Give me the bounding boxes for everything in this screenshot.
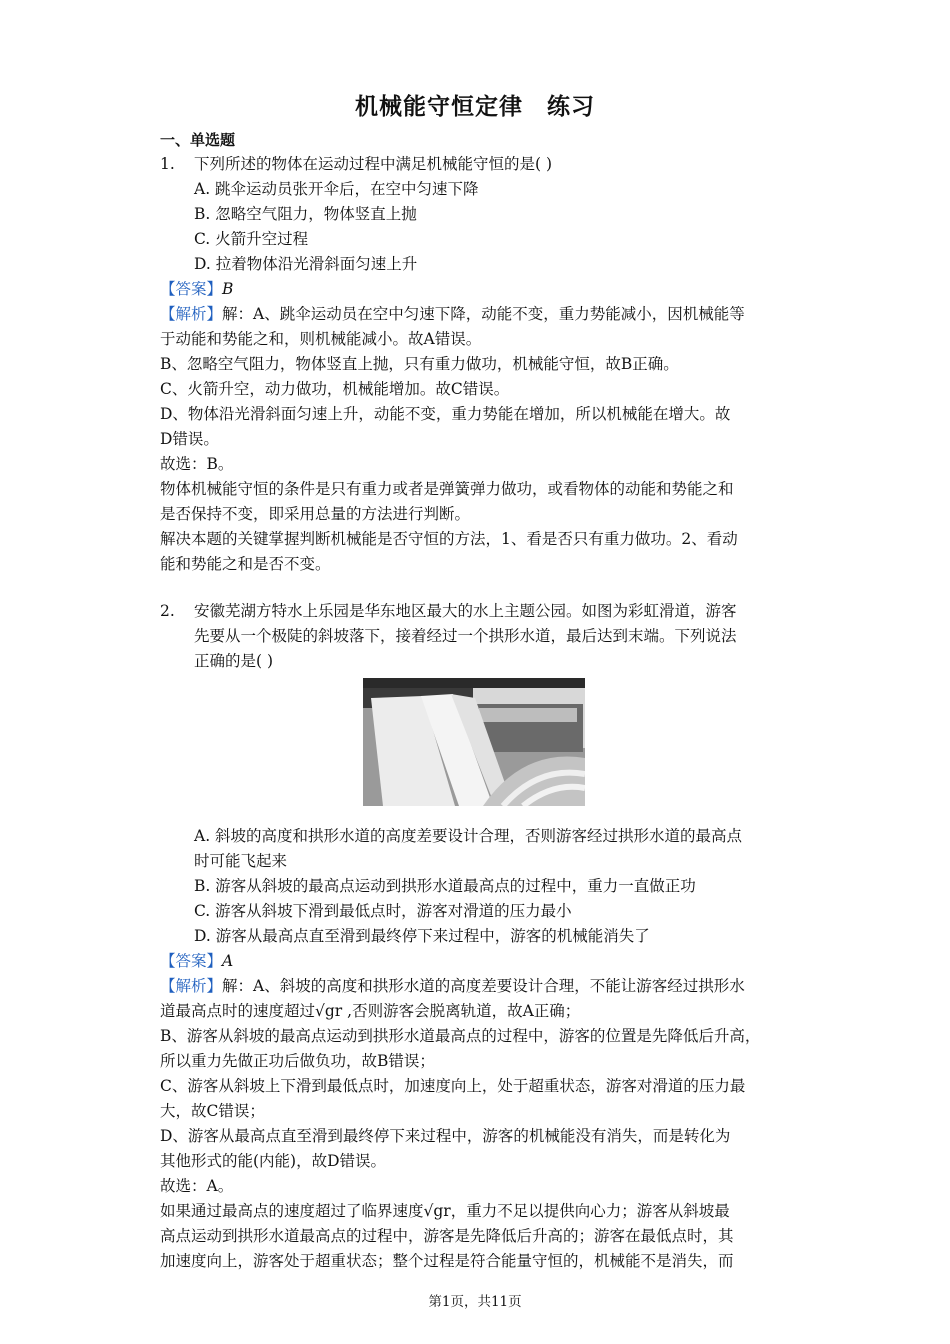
question-2-stem: 安徽芜湖方特水上乐园是华东地区最大的水上主题公园。如图为彩虹滑道，游客 [194, 602, 737, 620]
answer-tag: 【答案】 [160, 952, 223, 970]
question-1-number: 1. [160, 155, 175, 173]
question-2-option-a-cont: 时可能飞起来 [194, 852, 288, 870]
question-1-analysis-line: 能和势能之和是否不变。 [160, 555, 331, 573]
question-2-option-a: A. 斜坡的高度和拱形水道的高度差要设计合理，否则游客经过拱形水道的最高点 [194, 827, 743, 845]
question-1-answer [160, 279, 233, 299]
question-1-option-c: C. 火箭升空过程 [194, 230, 309, 248]
question-1-analysis-line: 物体机械能守恒的条件是只有重力或者是弹簧弹力做功，或看物体的动能和势能之和 [160, 480, 734, 498]
analysis-tag: 【解析】 [160, 977, 223, 995]
page-title: 机械能守恒定律 练习 [355, 94, 595, 120]
question-2-option-c: C. 游客从斜坡下滑到最低点时，游客对滑道的压力最小 [194, 902, 572, 920]
question-2-option-b: B. 游客从斜坡的最高点运动到拱形水道最高点的过程中，重力一直做正功 [194, 877, 696, 895]
question-1-option-b: B. 忽略空气阻力，物体竖直上抛 [194, 205, 417, 223]
question-2-analysis-line: B、游客从斜坡的最高点运动到拱形水道最高点的过程中，游客的位置是先降低后升高， [160, 1027, 761, 1045]
answer-value: A [222, 952, 234, 970]
water-slide-photo [363, 678, 585, 806]
question-1-analysis-line: B、忽略空气阻力，物体竖直上抛，只有重力做功，机械能守恒，故B正确。 [160, 355, 679, 373]
answer-value: B [222, 280, 234, 298]
question-1-analysis-line: D错误。 [160, 430, 219, 448]
question-2-analysis-line: 如果通过最高点的速度超过了临界速度√gr，重力不足以提供向心力；游客从斜坡最 [160, 1202, 730, 1220]
question-1-stem: 下列所述的物体在运动过程中满足机械能守恒的是( ) [194, 155, 553, 173]
question-1-analysis-line: 解决本题的关键掌握判断机械能是否守恒的方法，1、看是否只有重力做功。2、看动 [160, 530, 738, 548]
question-2-stem: 先要从一个极陡的斜坡落下，接着经过一个拱形水道，最后达到末端。下列说法 [194, 627, 737, 645]
analysis-tag: 【解析】 [160, 305, 223, 323]
question-2-analysis-line: 道最高点时的速度超过√gr ,否则游客会脱离轨道，故A正确； [160, 1002, 581, 1020]
question-1-analysis-line [160, 304, 745, 324]
question-2-analysis-line: 加速度向上，游客处于超重状态；整个过程是符合能量守恒的，机械能不是消失，而 [160, 1252, 734, 1270]
question-2-analysis-line: 高点运动到拱形水道最高点的过程中，游客是先降低后升高的；游客在最低点时，其 [160, 1227, 734, 1245]
question-2-option-d: D. 游客从最高点直至滑到最终停下来过程中，游客的机械能消失了 [194, 927, 650, 945]
question-2-analysis-line [160, 976, 745, 996]
question-2-analysis-line: 所以重力先做正功后做负功，故B错误； [160, 1052, 435, 1070]
question-2-number: 2. [160, 602, 175, 620]
page-footer: 第1页，共11页 [428, 1294, 522, 1310]
question-1-option-a: A. 跳伞运动员张开伞后，在空中匀速下降 [194, 180, 479, 198]
question-2-answer [160, 951, 233, 971]
question-1-analysis-line: 是否保持不变，即采用总量的方法进行判断。 [160, 505, 471, 523]
question-1-option-d: D. 拉着物体沿光滑斜面匀速上升 [194, 255, 418, 273]
question-2-stem: 正确的是( ) [194, 652, 274, 670]
question-2-analysis-line: D、游客从最高点直至滑到最终停下来过程中，游客的机械能没有消失，而是转化为 [160, 1127, 731, 1145]
question-2-analysis-line: 大，故C错误； [160, 1102, 265, 1120]
answer-tag: 【答案】 [160, 280, 223, 298]
analysis-text: 解：A、跳伞运动员在空中匀速下降，动能不变，重力势能减小，因机械能等 [222, 305, 745, 323]
question-1-analysis-line: 故选：B。 [160, 455, 234, 473]
question-1-analysis-line: C、火箭升空，动力做功，机械能增加。故C错误。 [160, 380, 510, 398]
question-2-analysis-line: 其他形式的能(内能)，故D错误。 [160, 1152, 387, 1170]
question-1-analysis-line: 于动能和势能之和，则机械能减小。故A错误。 [160, 330, 482, 348]
question-2-analysis-line: C、游客从斜坡上下滑到最低点时，加速度向上，处于超重状态，游客对滑道的压力最 [160, 1077, 746, 1095]
analysis-text: 解：A、斜坡的高度和拱形水道的高度差要设计合理，不能让游客经过拱形水 [222, 977, 745, 995]
section-heading: 一、单选题 [160, 131, 236, 149]
question-2-analysis-line: 故选：A。 [160, 1177, 234, 1195]
question-1-analysis-line: D、物体沿光滑斜面匀速上升，动能不变，重力势能在增加，所以机械能在增大。故 [160, 405, 731, 423]
